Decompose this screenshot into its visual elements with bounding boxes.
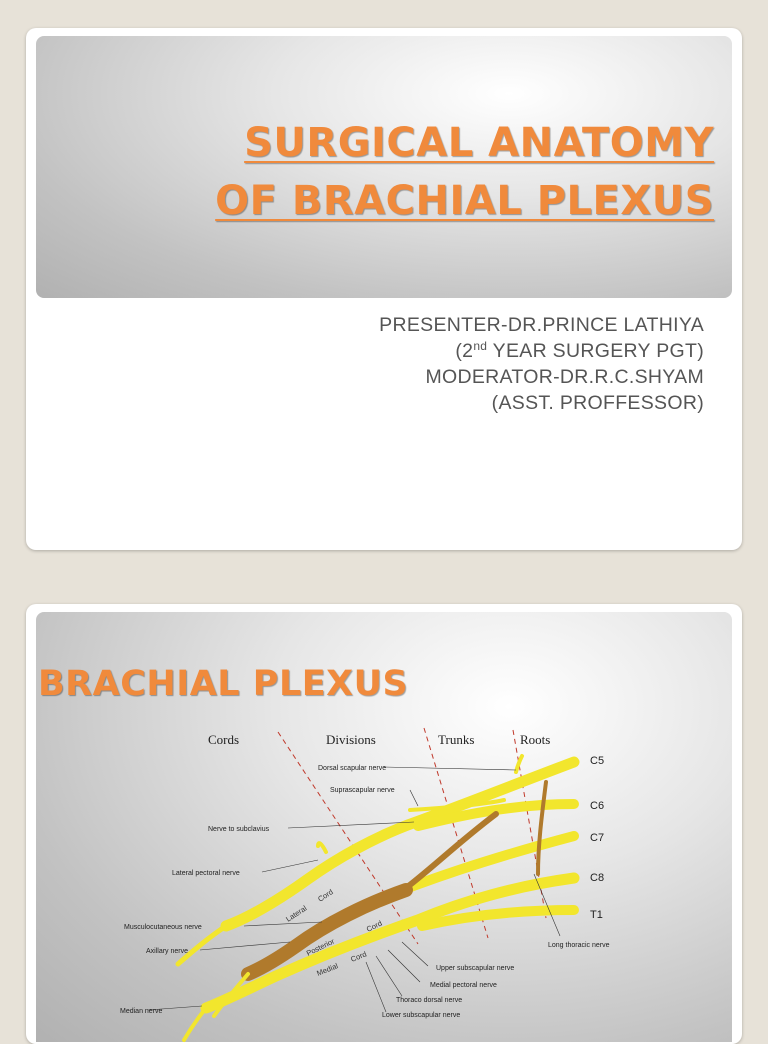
posterior-cord-label-1: Posterior	[304, 936, 336, 958]
year-sup: nd	[473, 339, 488, 353]
brachial-plexus-slide	[26, 604, 742, 1044]
lateral-cord-label-1: Lateral	[284, 903, 309, 924]
label-axillary-nerve: Axillary nerve	[146, 948, 189, 955]
column-trunks: Trunks	[438, 732, 475, 747]
label-dorsal-scapular-nerve: Dorsal scapular nerve	[318, 765, 387, 772]
label-medial-pectoral-nerve: Medial pectoral nerve	[430, 982, 497, 989]
medial-cord-label-2: Cord	[349, 949, 368, 964]
label-suprascapular-nerve: Suprascapular nerve	[330, 787, 395, 794]
label-musculocutaneous-nerve: Musculocutaneous nerve	[124, 924, 202, 931]
label-lower-subscapular-nerve: Lower subscapular nerve	[382, 1012, 461, 1019]
nerve-pathways	[178, 756, 574, 1040]
presenter-block	[379, 312, 704, 416]
column-divisions: Divisions	[326, 732, 376, 747]
column-cords: Cords	[208, 732, 240, 747]
label-lateral-pectoral-nerve: Lateral pectoral nerve	[172, 870, 240, 877]
title-line-1: SURGICAL ANATOMY	[244, 120, 714, 166]
root-c6: C6	[590, 800, 605, 812]
slide2-title: BRACHIAL PLEXUS	[38, 664, 409, 704]
year-rest: YEAR SURGERY PGT)	[487, 340, 704, 362]
root-t1: T1	[590, 909, 603, 921]
label-median-nerve: Median nerve	[120, 1008, 163, 1015]
year-line	[379, 338, 704, 364]
label-upper-subscapular-nerve: Upper subscapular nerve	[436, 965, 515, 972]
root-c7: C7	[590, 832, 605, 844]
title-line-2: OF BRACHIAL PLEXUS	[215, 178, 714, 224]
label-nerve-to-subclavius: Nerve to subclavius	[208, 826, 270, 833]
moderator-line: MODERATOR-DR.R.C.SHYAM	[425, 366, 704, 388]
slide-title	[215, 114, 714, 230]
root-c8: C8	[590, 872, 605, 884]
designation-line: (ASST. PROFFESSOR)	[491, 392, 704, 414]
presenter-line: PRESENTER-DR.PRINCE LATHIYA	[379, 314, 704, 336]
root-c5: C5	[590, 755, 605, 767]
posterior-cord-label-2: Cord	[364, 918, 384, 934]
column-roots: Roots	[520, 732, 551, 747]
title-slide	[26, 28, 742, 550]
label-long-thoracic-nerve: Long thoracic nerve	[548, 942, 610, 949]
medial-cord-label-1: Medial	[315, 961, 340, 978]
year-open: (2	[455, 340, 474, 362]
brachial-plexus-diagram	[26, 604, 742, 1044]
lateral-cord-label-2: Cord	[316, 887, 335, 904]
label-thoraco-dorsal-nerve: Thoraco dorsal nerve	[396, 997, 463, 1004]
